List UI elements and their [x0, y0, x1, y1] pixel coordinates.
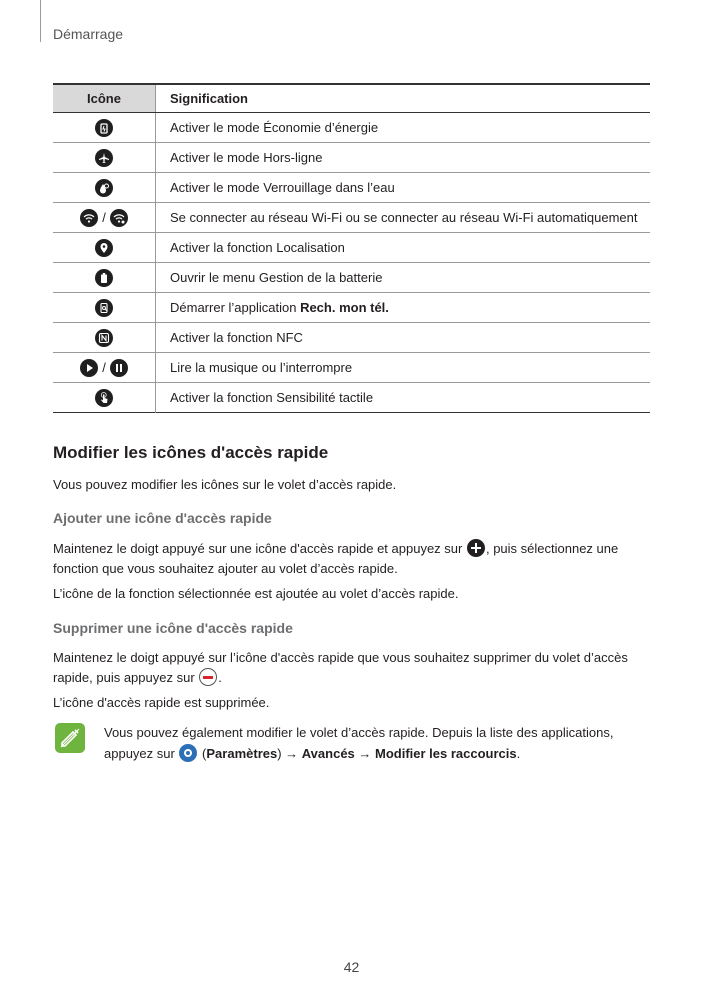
table-row	[53, 143, 650, 173]
table-cell-text: Se connecter au réseau Wi-Fi ou se connecter au réseau Wi-Fi automatiquement	[156, 203, 651, 233]
remove-icon	[199, 668, 217, 686]
table-cell-text: Ouvrir le menu Gestion de la batterie	[156, 263, 651, 293]
note-paren-open: (	[198, 746, 207, 761]
column-header-meaning: Signification	[156, 84, 651, 113]
advanced-label: Avancés	[301, 746, 355, 761]
table-row	[53, 263, 650, 293]
find-my-phone-app-name: Rech. mon tél.	[300, 300, 389, 315]
table-row	[53, 113, 650, 143]
column-header-icon: Icône	[53, 84, 156, 113]
pause-icon	[110, 359, 128, 377]
note-icon	[55, 723, 85, 753]
note-arrow: →	[354, 746, 376, 761]
table-cell-text: Activer la fonction Localisation	[156, 233, 651, 263]
nfc-icon	[95, 329, 113, 347]
icon-separator: /	[102, 210, 106, 225]
table-row	[53, 353, 650, 383]
table-cell-text	[156, 293, 651, 323]
add-subheading: Ajouter une icône d'accès rapide	[53, 510, 272, 526]
wifi-icon	[80, 209, 98, 227]
table-row	[53, 233, 650, 263]
touch-sensitivity-icon	[95, 389, 113, 407]
icon-separator: /	[102, 360, 106, 375]
add-icon	[467, 539, 485, 557]
location-icon	[95, 239, 113, 257]
wifi-auto-icon	[110, 209, 128, 227]
remove-instructions	[53, 648, 653, 688]
play-icon	[80, 359, 98, 377]
section-title: Démarrage	[53, 26, 124, 42]
add-instructions-part1: Maintenez le doigt appuyé sur une icône d'accès rapide et appuyez sur	[53, 541, 466, 556]
add-instructions	[53, 539, 653, 579]
remove-instructions-part2: .	[218, 670, 222, 685]
note-end: .	[516, 746, 521, 761]
icon-table	[53, 83, 650, 413]
add-instructions-part2: , puis sélectionnez une fonction que vous souhaitez ajouter au volet d’accès rapide.	[53, 541, 619, 576]
table-cell-text: Activer le mode Économie d’énergie	[156, 113, 651, 143]
table-cell-text: Activer le mode Verrouillage dans l’eau	[156, 173, 651, 203]
table-cell-text: Activer le mode Hors-ligne	[156, 143, 651, 173]
note-text-part1: Vous pouvez également modifier le volet d’accès rapide. Depuis la liste des applications, appuyez sur	[104, 725, 614, 761]
remove-result: L’icône d'accès rapide est supprimée.	[53, 695, 270, 710]
table-row	[53, 173, 650, 203]
section-heading: Modifier les icônes d'accès rapide	[53, 443, 329, 462]
water-lock-icon	[95, 179, 113, 197]
airplane-icon	[95, 149, 113, 167]
table-cell-text: Lire la musique ou l’interrompre	[156, 353, 651, 383]
battery-icon	[95, 269, 113, 287]
table-row	[53, 383, 650, 413]
table-cell-text: Activer la fonction Sensibilité tactile	[170, 390, 374, 405]
find-my-phone-text-prefix: Démarrer l’application	[170, 300, 301, 315]
note-paren-close: ) →	[277, 746, 302, 761]
settings-gear-icon	[179, 744, 197, 762]
table-cell-text: Activer la fonction NFC	[156, 323, 651, 353]
power-saving-icon	[95, 119, 113, 137]
header-rule	[40, 0, 41, 42]
table-row	[53, 323, 650, 353]
settings-label: Paramètres	[206, 746, 278, 761]
remove-instructions-part1: Maintenez le doigt appuyé sur l’icône d'accès rapide que vous souhaitez supprimer du volet d’accès rapide, puis appuyez sur	[53, 650, 628, 685]
modify-shortcuts-label: Modifier les raccourcis	[375, 746, 517, 761]
table-header-row	[53, 84, 650, 113]
add-result: L’icône de la fonction sélectionnée est ajoutée au volet d’accès rapide.	[53, 586, 459, 601]
remove-subheading: Supprimer une icône d'accès rapide	[53, 620, 293, 636]
section-intro: Vous pouvez modifier les icônes sur le volet d’accès rapide.	[53, 477, 397, 492]
page-number: 42	[343, 959, 360, 975]
find-my-phone-icon	[95, 299, 113, 317]
table-row	[53, 203, 650, 233]
table-row	[53, 293, 650, 323]
note-text	[104, 722, 664, 764]
